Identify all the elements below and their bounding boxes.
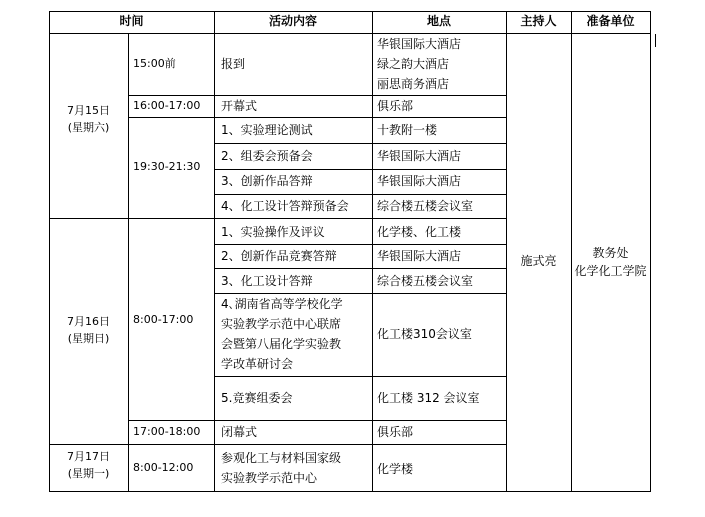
activity-item: 2、创新作品竞赛答辩: [221, 249, 337, 263]
row-divider: [214, 244, 506, 245]
day-divider: [49, 218, 506, 219]
row-divider: [214, 169, 506, 170]
column-divider: [214, 11, 215, 491]
row-divider: [128, 420, 506, 421]
activity-item-line: 4､湖南省高等学校化学: [221, 297, 343, 311]
header-activity: 活动内容: [268, 14, 317, 28]
location-item: 华银国际大酒店: [377, 249, 462, 263]
time-slot: 17:00-18:00: [133, 425, 201, 438]
activity-item-line: 参观化工与材料国家级: [221, 451, 342, 465]
row-divider: [214, 194, 506, 195]
location-line: 绿之韵大酒店: [377, 57, 450, 71]
organizer-line: 化学化工学院: [574, 264, 647, 278]
table-bottom-border: [49, 491, 650, 492]
location-item: 俱乐部: [377, 99, 414, 113]
row-divider: [128, 117, 506, 118]
column-divider: [506, 11, 507, 491]
activity-item: 1、实验理论测试: [221, 123, 313, 137]
activity-item: 闭幕式: [221, 425, 258, 439]
table-left-border: [49, 11, 50, 492]
location-item: 十教附一楼: [377, 123, 438, 137]
organizer-line: 教务处: [592, 246, 629, 260]
activity-item-line: 实验教学示范中心联席: [221, 317, 342, 331]
time-slot: 15:00前: [133, 57, 176, 70]
column-divider: [372, 11, 373, 491]
row-divider: [214, 268, 506, 269]
header-host: 主持人: [520, 14, 557, 28]
location-line: 丽思商务酒店: [377, 77, 450, 91]
text-cursor: [655, 34, 656, 47]
row-divider: [214, 143, 506, 144]
header-location: 地点: [426, 14, 451, 28]
activity-item: 开幕式: [221, 99, 258, 113]
location-item: 俱乐部: [377, 425, 414, 439]
activity-item: 2、组委会预备会: [221, 149, 313, 163]
day-date: 7月17日: [67, 450, 110, 463]
row-divider: [214, 376, 506, 377]
activity-item: 3、创新作品答辩: [221, 174, 313, 188]
location-item: 综合楼五楼会议室: [377, 274, 474, 288]
time-slot: 8:00-17:00: [133, 313, 194, 326]
location-item: 化学楼: [377, 462, 414, 476]
location-item: 化工楼310会议室: [377, 327, 472, 341]
activity-item: 报到: [221, 57, 246, 71]
time-slot: 8:00-12:00: [133, 461, 194, 474]
day-weekday: (星期六): [67, 121, 110, 134]
activity-item-line: 会暨第八届化学实验教: [221, 337, 342, 351]
table-top-border: [49, 11, 650, 12]
column-divider: [128, 33, 129, 491]
time-slot: 16:00-17:00: [133, 99, 201, 112]
activity-item: 1、实验操作及评议: [221, 225, 325, 239]
activity-item-line: 实验教学示范中心: [221, 471, 318, 485]
table-right-border: [650, 11, 651, 492]
row-divider: [128, 95, 506, 96]
host-name: 施式亮: [520, 254, 557, 268]
location-item: 华银国际大酒店: [377, 149, 462, 163]
header-organizer: 准备单位: [586, 14, 635, 28]
location-item: 化学楼、化工楼: [377, 225, 462, 239]
location-item: 华银国际大酒店: [377, 174, 462, 188]
activity-item-line: 学改革研讨会: [221, 357, 294, 371]
activity-item: 5.竞赛组委会: [221, 391, 293, 405]
header-time: 时间: [119, 14, 144, 28]
day-weekday: (星期一): [67, 467, 110, 480]
header-divider: [49, 33, 650, 34]
activity-item: 4、化工设计答辩预备会: [221, 199, 349, 213]
day-date: 7月15日: [67, 104, 110, 117]
location-item: 综合楼五楼会议室: [377, 199, 474, 213]
time-slot: 19:30-21:30: [133, 160, 201, 173]
activity-item: 3、化工设计答辩: [221, 274, 313, 288]
row-divider: [214, 293, 506, 294]
location-item: 化工楼 312 会议室: [377, 391, 480, 405]
location-line: 华银国际大酒店: [377, 37, 462, 51]
day-weekday: (星期日): [67, 332, 110, 345]
day-divider: [49, 444, 506, 445]
day-date: 7月16日: [67, 315, 110, 328]
